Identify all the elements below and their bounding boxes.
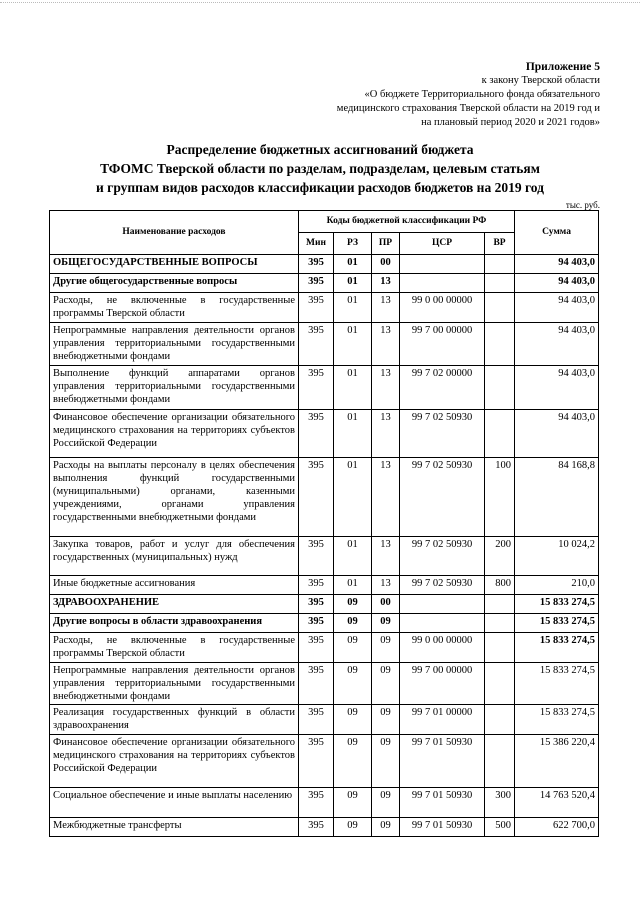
cell-name: Другие вопросы в области здравоохранения: [50, 614, 299, 633]
cell-vr: [485, 323, 515, 366]
table-row: [50, 458, 599, 537]
cell-rz: 01: [334, 458, 372, 537]
cell-name: Межбюджетные трансферты: [50, 818, 299, 837]
cell-min: 395: [299, 458, 334, 537]
cell-min: 395: [299, 274, 334, 293]
cell-name: Расходы, не включенные в государственные программы Тверской области: [50, 633, 299, 663]
table-row: [50, 274, 599, 293]
cell-pr: 09: [372, 818, 400, 837]
title-line: Распределение бюджетных ассигнований бюджета: [166, 142, 474, 157]
cell-csr: 99 7 02 50930: [400, 410, 485, 458]
cell-pr: 00: [372, 255, 400, 274]
table-row: [50, 663, 599, 705]
cell-min: 395: [299, 293, 334, 323]
cell-vr: 300: [485, 788, 515, 818]
table-row: [50, 633, 599, 663]
table-row: [50, 576, 599, 595]
cell-vr: [485, 663, 515, 705]
cell-vr: [485, 410, 515, 458]
cell-name: Финансовое обеспечение организации обязательного медицинского страхования на территориях субъектов Российской Федерации: [50, 735, 299, 788]
cell-vr: [485, 274, 515, 293]
document-title: [0, 140, 640, 197]
cell-rz: 01: [334, 410, 372, 458]
cell-vr: [485, 255, 515, 274]
table-row: [50, 410, 599, 458]
cell-name: Расходы на выплаты персоналу в целях обеспечения выполнения функций государственными (муниципальными) органами, казенными учреждениями, органами управления государственными внебюджетными фондами: [50, 458, 299, 537]
cell-min: 395: [299, 576, 334, 595]
header-codes: Коды бюджетной классификации РФ: [299, 211, 515, 233]
cell-csr: 99 7 01 50930: [400, 818, 485, 837]
cell-vr: [485, 633, 515, 663]
cell-vr: 200: [485, 537, 515, 576]
cell-csr: 99 0 00 00000: [400, 633, 485, 663]
cell-sum: 94 403,0: [515, 274, 599, 293]
header-pr: ПР: [372, 233, 400, 255]
cell-csr: 99 7 02 50930: [400, 576, 485, 595]
cell-rz: 09: [334, 663, 372, 705]
cell-csr: [400, 595, 485, 614]
cell-csr: 99 7 00 00000: [400, 323, 485, 366]
table-row: [50, 366, 599, 410]
table-row: [50, 293, 599, 323]
cell-sum: 15 833 274,5: [515, 663, 599, 705]
cell-min: 395: [299, 537, 334, 576]
cell-pr: 13: [372, 576, 400, 595]
cell-min: 395: [299, 366, 334, 410]
cell-csr: [400, 274, 485, 293]
table-row: [50, 614, 599, 633]
cell-csr: 99 7 01 50930: [400, 788, 485, 818]
cell-min: 395: [299, 595, 334, 614]
header-vr: ВР: [485, 233, 515, 255]
cell-rz: 01: [334, 576, 372, 595]
cell-name: Выполнение функций аппаратами органов управления территориальными государственными внебюджетными фондами: [50, 366, 299, 410]
appendix-line: «О бюджете Территориального фонда обязательного: [364, 89, 600, 100]
cell-vr: [485, 735, 515, 788]
cell-pr: 09: [372, 788, 400, 818]
table-row: [50, 595, 599, 614]
table-row: [50, 788, 599, 818]
scan-top-border: [0, 2, 640, 3]
cell-csr: 99 0 00 00000: [400, 293, 485, 323]
cell-pr: 13: [372, 458, 400, 537]
cell-min: 395: [299, 614, 334, 633]
cell-rz: 09: [334, 818, 372, 837]
cell-name: Реализация государственных функций в области здравоохранения: [50, 705, 299, 735]
cell-min: 395: [299, 735, 334, 788]
cell-sum: 15 833 274,5: [515, 595, 599, 614]
cell-csr: 99 7 02 50930: [400, 537, 485, 576]
cell-pr: 09: [372, 663, 400, 705]
header-min: Мин: [299, 233, 334, 255]
cell-pr: 09: [372, 705, 400, 735]
cell-rz: 01: [334, 274, 372, 293]
appendix-block: [337, 60, 600, 130]
cell-rz: 09: [334, 614, 372, 633]
cell-name: Финансовое обеспечение организации обязательного медицинского страхования на территориях субъектов Российской Федерации: [50, 410, 299, 458]
cell-name: Расходы, не включенные в государственные программы Тверской области: [50, 293, 299, 323]
header-name: Наименование расходов: [50, 211, 299, 255]
cell-rz: 01: [334, 255, 372, 274]
cell-vr: [485, 293, 515, 323]
cell-sum: 15 833 274,5: [515, 633, 599, 663]
cell-csr: 99 7 01 50930: [400, 735, 485, 788]
appendix-label: Приложение 5: [525, 61, 600, 73]
header-sum: Сумма: [515, 211, 599, 255]
cell-sum: 15 386 220,4: [515, 735, 599, 788]
cell-vr: [485, 614, 515, 633]
cell-rz: 01: [334, 293, 372, 323]
cell-name: Закупка товаров, работ и услуг для обеспечения государственных (муниципальных) нужд: [50, 537, 299, 576]
cell-sum: 94 403,0: [515, 410, 599, 458]
cell-min: 395: [299, 633, 334, 663]
cell-name: Социальное обеспечение и иные выплаты населению: [50, 788, 299, 818]
cell-sum: 94 403,0: [515, 323, 599, 366]
cell-rz: 09: [334, 705, 372, 735]
cell-pr: 13: [372, 537, 400, 576]
cell-vr: 800: [485, 576, 515, 595]
cell-pr: 09: [372, 614, 400, 633]
title-line: и группам видов расходов классификации расходов бюджетов на 2019 год: [96, 180, 544, 195]
cell-rz: 09: [334, 788, 372, 818]
cell-csr: 99 7 00 00000: [400, 663, 485, 705]
units-label: тыс. руб.: [565, 200, 600, 210]
table-row: [50, 818, 599, 837]
cell-sum: 15 833 274,5: [515, 614, 599, 633]
cell-rz: 09: [334, 633, 372, 663]
cell-vr: 100: [485, 458, 515, 537]
cell-rz: 09: [334, 595, 372, 614]
cell-vr: [485, 366, 515, 410]
cell-csr: [400, 255, 485, 274]
appendix-line: к закону Тверской области: [481, 75, 600, 86]
cell-min: 395: [299, 788, 334, 818]
cell-rz: 01: [334, 537, 372, 576]
cell-pr: 00: [372, 595, 400, 614]
cell-csr: [400, 614, 485, 633]
cell-pr: 13: [372, 410, 400, 458]
cell-sum: 84 168,8: [515, 458, 599, 537]
cell-sum: 14 763 520,4: [515, 788, 599, 818]
cell-rz: 01: [334, 323, 372, 366]
table-row: [50, 255, 599, 274]
cell-rz: 01: [334, 366, 372, 410]
table-row: [50, 705, 599, 735]
cell-pr: 13: [372, 293, 400, 323]
cell-name: Непрограммные направления деятельности органов управления территориальными государственными внебюджетными фондами: [50, 663, 299, 705]
cell-pr: 09: [372, 735, 400, 788]
cell-csr: 99 7 02 00000: [400, 366, 485, 410]
cell-name: Иные бюджетные ассигнования: [50, 576, 299, 595]
title-line: ТФОМС Тверской области по разделам, подразделам, целевым статьям: [100, 161, 540, 176]
cell-sum: 10 024,2: [515, 537, 599, 576]
cell-vr: [485, 595, 515, 614]
cell-vr: [485, 705, 515, 735]
cell-csr: 99 7 02 50930: [400, 458, 485, 537]
cell-sum: 94 403,0: [515, 366, 599, 410]
cell-name: ЗДРАВООХРАНЕНИЕ: [50, 595, 299, 614]
appendix-line: на плановый период 2020 и 2021 годов»: [421, 117, 600, 128]
cell-csr: 99 7 01 00000: [400, 705, 485, 735]
cell-min: 395: [299, 410, 334, 458]
cell-sum: 210,0: [515, 576, 599, 595]
table-body: [50, 255, 599, 837]
cell-name: Другие общегосударственные вопросы: [50, 274, 299, 293]
cell-min: 395: [299, 663, 334, 705]
cell-min: 395: [299, 323, 334, 366]
cell-min: 395: [299, 705, 334, 735]
cell-pr: 13: [372, 274, 400, 293]
cell-sum: 622 700,0: [515, 818, 599, 837]
cell-vr: 500: [485, 818, 515, 837]
cell-name: Непрограммные направления деятельности органов управления территориальными государственными внебюджетными фондами: [50, 323, 299, 366]
cell-pr: 13: [372, 323, 400, 366]
cell-sum: 94 403,0: [515, 255, 599, 274]
cell-min: 395: [299, 818, 334, 837]
table-row: [50, 735, 599, 788]
cell-rz: 09: [334, 735, 372, 788]
header-rz: РЗ: [334, 233, 372, 255]
cell-min: 395: [299, 255, 334, 274]
table-row: [50, 537, 599, 576]
appendix-line: медицинского страхования Тверской области на 2019 год и: [336, 103, 600, 114]
cell-pr: 13: [372, 366, 400, 410]
cell-pr: 09: [372, 633, 400, 663]
header-csr: ЦСР: [400, 233, 485, 255]
cell-name: ОБЩЕГОСУДАРСТВЕННЫЕ ВОПРОСЫ: [50, 255, 299, 274]
table-row: [50, 323, 599, 366]
cell-sum: 94 403,0: [515, 293, 599, 323]
cell-sum: 15 833 274,5: [515, 705, 599, 735]
budget-table: [49, 210, 599, 837]
